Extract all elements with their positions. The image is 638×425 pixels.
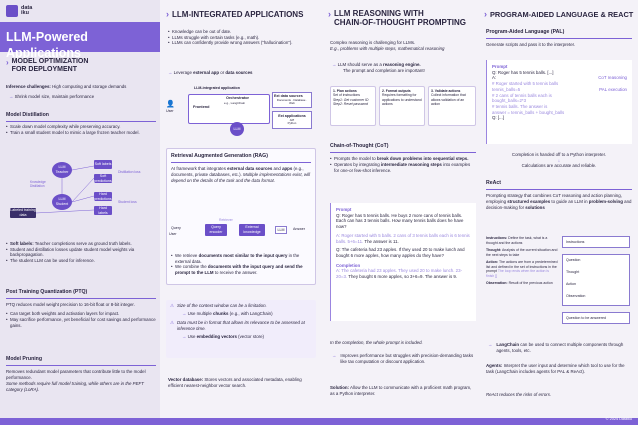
handoff-note: Completion is handed off to a Python interpreter. ↓ Calculations are accurate and reliable. — [486, 152, 632, 169]
ptq-bullet: • May sacrifice performance, yet beneficial for cost savings and performance gains. — [6, 317, 156, 328]
chevron-right-icon: › — [6, 58, 9, 67]
cot-section: Chain-of-Thought (CoT) • Prompts the model to break down problems into sequential steps. • Operates by integrating intermediate reasoning steps into examples for one-or few-shot inference. — [330, 143, 476, 174]
rag-title: Retrieval Augmented Generation (RAG) — [171, 153, 268, 159]
labeled-data-box: Labeled training data — [10, 208, 36, 217]
model-opt-header — [6, 58, 156, 75]
frontend-label: Frontend — [193, 105, 210, 109]
plan-steps — [330, 86, 476, 128]
student-loss-label: Student loss — [118, 200, 137, 204]
vector-db-note: Vector database: Stores vectors and associated metadata, enabling efficient nearest-neighbor vector search. — [168, 377, 302, 388]
rag-bullet: • We combine the documents with the input query and send the prompt to the LLM to receive the answer. — [171, 264, 311, 275]
user-label: User — [166, 109, 174, 113]
apps-bullet: • Knowledge can be out of date. — [168, 29, 313, 35]
arrow-right-icon: → — [488, 342, 493, 347]
orchestrator-sub: e.g., LangChain — [224, 101, 246, 105]
warnings: ⚠ Size of the context window can be a limitation. → Use multiple chunks (e.g., with LangChain) ⚠ Data must be in format that allows its relevance to be assessed at inference time. → Use embedding vectors (vector store) — [170, 303, 305, 339]
distill-bullet: • Scale down model complexity while preserving accuracy. — [6, 124, 156, 130]
rag-query-label: Query — [171, 226, 181, 230]
cot-prompt-box: Prompt Q: Roger has 5 tennis balls. He buys 2 more cans of tennis balls. Each can has 3 tennis balls. How many tennis balls does he have now? A: Roger started with 5 balls. 2 cans of 3 tennis balls each is 6 tennis balls. 5+6=11. The answer is 11. Q: The cafeteria had 23 apples. If they used 20 to make lunch and bought 6 more apples, how many apples do they have? Completion A: The cafeteria had 23 apples. They used 20 to make lunch. 23-20=3. They bought 6 more apples, so 3+6=9. The answer is 9. — [330, 203, 476, 321]
rag-header — [171, 153, 311, 184]
react-text: Prompting strategy that combines CoT reasoning and action planning, employing structured examples to guide an LLM in problem-solving and decision-making for solutions — [486, 193, 632, 210]
prune-text: Removes redundant model parameters that contribute little to the model performance. — [6, 369, 146, 381]
arrow-right-icon: → — [168, 70, 173, 75]
arrow-down-icon: ↓ — [557, 157, 561, 163]
warning-icon: ⚠ — [170, 303, 174, 308]
apps-bullet: • LLMs struggle with certain tasks (e.g., math). — [168, 35, 313, 41]
model-opt-title2: FOR DEPLOYMENT — [11, 66, 78, 74]
arrow-right-icon: → — [332, 353, 337, 358]
react-question-box: Question to be answered — [562, 312, 630, 324]
brand-line1: data — [21, 4, 33, 11]
brand-logo — [6, 5, 32, 17]
pal-column — [484, 0, 634, 425]
ptq-text: PTQ reduces model weight precision to 16-bit float or 8-bit integer. — [6, 302, 135, 308]
distill-arrows — [8, 158, 153, 228]
brand-line2: iku — [21, 10, 29, 16]
arrow-right-icon: → — [182, 310, 187, 316]
rag-diagram — [169, 218, 314, 244]
distill-section — [6, 112, 156, 136]
ptq-section — [6, 289, 156, 328]
validate-actions-card: 3. Validate actions Collect information that allows validation of an action — [428, 86, 476, 126]
cot-column — [328, 0, 478, 425]
orchestrator-label: Orchestrator — [226, 96, 250, 100]
dataiku-logo-icon — [6, 5, 18, 17]
soft-labels-bullet: • Soft labels: Teacher completions serve as ground truth labels. — [6, 241, 156, 247]
react-flow: Instructions Question Thought Action Observation Question to be answered — [562, 236, 632, 324]
react-instructions-box: Instructions — [562, 236, 630, 248]
shrink-note: → Shrink model size, maintain performance — [9, 94, 95, 99]
inference-challenges: Inference challenges: High computing and storage demands — [6, 84, 127, 89]
prune-italic: Some methods require full model training, while others are in the PEFT category (LoRA). — [6, 380, 144, 392]
cot-title2: CHAIN-OF-THOUGHT PROMPTING — [334, 18, 466, 28]
react-risk-note: ReAct reduces the risks of errors. — [486, 392, 552, 397]
kd-label: Knowledge Distillation — [30, 180, 46, 189]
prune-section — [6, 356, 156, 392]
rag-user-label: User — [169, 232, 177, 236]
answer-label: Answer — [293, 227, 305, 231]
pal-section-title: Program-Aided Language (PAL) — [486, 29, 565, 35]
student-node: LLM Student — [52, 194, 72, 210]
distill-title: Model Distillation — [6, 112, 49, 118]
agents-note: Agents: Interpret the user input and determine which tool to use for the task (LangChain includes agents for PAL & ReAct). — [486, 363, 625, 374]
soft-predictions-box: Soft predictions — [94, 173, 112, 183]
plan-actions-card: 1. Plan actions Set of instructions Step1: Get customer ID Step2: Reset password — [330, 86, 376, 126]
rag-text: AI framework that integrates external data sources and apps (e.g., documents, private databases, etc.). Multiple implementations exist, will depend on the details of the task and the data format. — [171, 166, 311, 183]
chevron-right-icon: › — [166, 9, 169, 19]
cot-title: Chain-of-Thought (CoT) — [330, 143, 389, 149]
app-label: LLM-integrated application — [194, 86, 240, 90]
langchain-note: → LangChain can be used to connect multiple components through agents, tools, etc. — [488, 342, 624, 353]
distill-bullet: • The student LLM can be used for inference. — [6, 258, 156, 264]
arrow-right-icon: → — [182, 333, 187, 339]
llm-apps-column — [166, 0, 316, 425]
arrow-right-icon: → — [9, 94, 14, 99]
external-knowledge-box: External knowledge — [239, 224, 265, 236]
prune-title: Model Pruning — [6, 356, 43, 362]
improve-note: → Improves performance but struggles with precision-demanding tasks like tax computation or discount application. — [332, 353, 474, 364]
reasoning-engine-note: → LLM should serve as a reasoning engine. The prompt and completion are important! — [332, 62, 425, 73]
llm-app-diagram — [166, 84, 314, 140]
ext-data-box: Ext data sources Documents · Database · Web — [272, 92, 312, 108]
retriever-label: Retriever — [219, 218, 233, 222]
rag-bullet: • We retrieve documents most similar to the input query in the external data. — [171, 253, 311, 264]
rag-llm-box: LLM — [275, 226, 287, 234]
distill-loss-label: Distillation loss — [118, 170, 141, 174]
llm-apps-title: LLM-INTEGRATED APPLICATIONS — [172, 10, 304, 20]
distill-more — [6, 241, 156, 264]
distillation-diagram — [8, 158, 153, 228]
user-icon: 👤 — [166, 101, 175, 108]
chevron-right-icon: › — [328, 9, 331, 19]
pal-text: Generate scripts and pass it to the interpreter. — [486, 42, 576, 48]
warning-icon: ⚠ — [170, 320, 174, 326]
distill-bullet: • Student and distillation losses update student model weights via backpropagation. — [6, 247, 156, 258]
footer-bar — [0, 418, 638, 425]
page-title: LLM-Powered Applications — [0, 22, 160, 52]
solution-note: Solution: Allow the LLM to communicate with a proficient math program, as a Python interpreter. — [330, 385, 472, 396]
soft-labels-box: Soft labels — [94, 160, 112, 169]
apps-bullet: • LLMs can confidently provide wrong answers ("hallucination"). — [168, 40, 313, 46]
arrow-right-icon: → — [332, 62, 337, 67]
hard-labels-box: Hard labels — [94, 206, 112, 215]
react-legend: Instructions: Define the task, what is a thought and the actions Thought: Analysis of the current situation and the next steps to take Action: The actions are from a predetermined list and defined in the set of instructions in the prompt The loop ends when the action is finish [] Observation: Result of the previous action — [486, 236, 558, 286]
teacher-node: LLM Teacher — [52, 162, 72, 178]
format-outputs-card: 2. Format outputs Requires formatting for applications to understand actions — [379, 86, 425, 126]
ptq-bullet: • Can target both weights and activation layers for impact. — [6, 311, 156, 317]
llm-node: LLM — [230, 122, 244, 136]
ptq-title: Post Training Quantization (PTQ) — [6, 289, 88, 295]
leverage-note: → Leverage external app or data sources — [168, 70, 253, 75]
cot-italic-note: In the completion, the whole prompt is included. — [330, 340, 423, 345]
query-encoder-box: Query encoder — [205, 224, 227, 236]
model-opt-title1: MODEL OPTIMIZATION — [11, 58, 89, 65]
pal-title: PROGRAM-AIDED LANGUAGE & REACT — [490, 9, 634, 19]
react-title: ReAct — [486, 180, 501, 186]
copyright: © 2024 Dataiku — [605, 417, 632, 422]
cot-title1: LLM REASONING WITH — [334, 9, 424, 18]
pal-prompt-box: Prompt Q: Roger has 5 tennis balls. [...] A: CoT reasoning # Roger started with 5 tennis balls tennis_balls=5 PAL execution # 2 cans of tennis balls each is bought_balls=2*3 # tennis balls. The answer is answer = tennis_balls + bought_balls Q: [...] — [486, 60, 632, 144]
chevron-right-icon: › — [484, 9, 487, 19]
cot-intro: Complex reasoning is challenging for LLMs. E.g., problems with multiple steps, mathematical reasoning — [330, 40, 445, 51]
distill-bullet: • Train a small student model to mimic a large frozen teacher model. — [6, 130, 156, 136]
hard-predictions-box: Hard predictions — [94, 191, 112, 201]
ext-apps-box: Ext applications API Python — [272, 111, 312, 129]
